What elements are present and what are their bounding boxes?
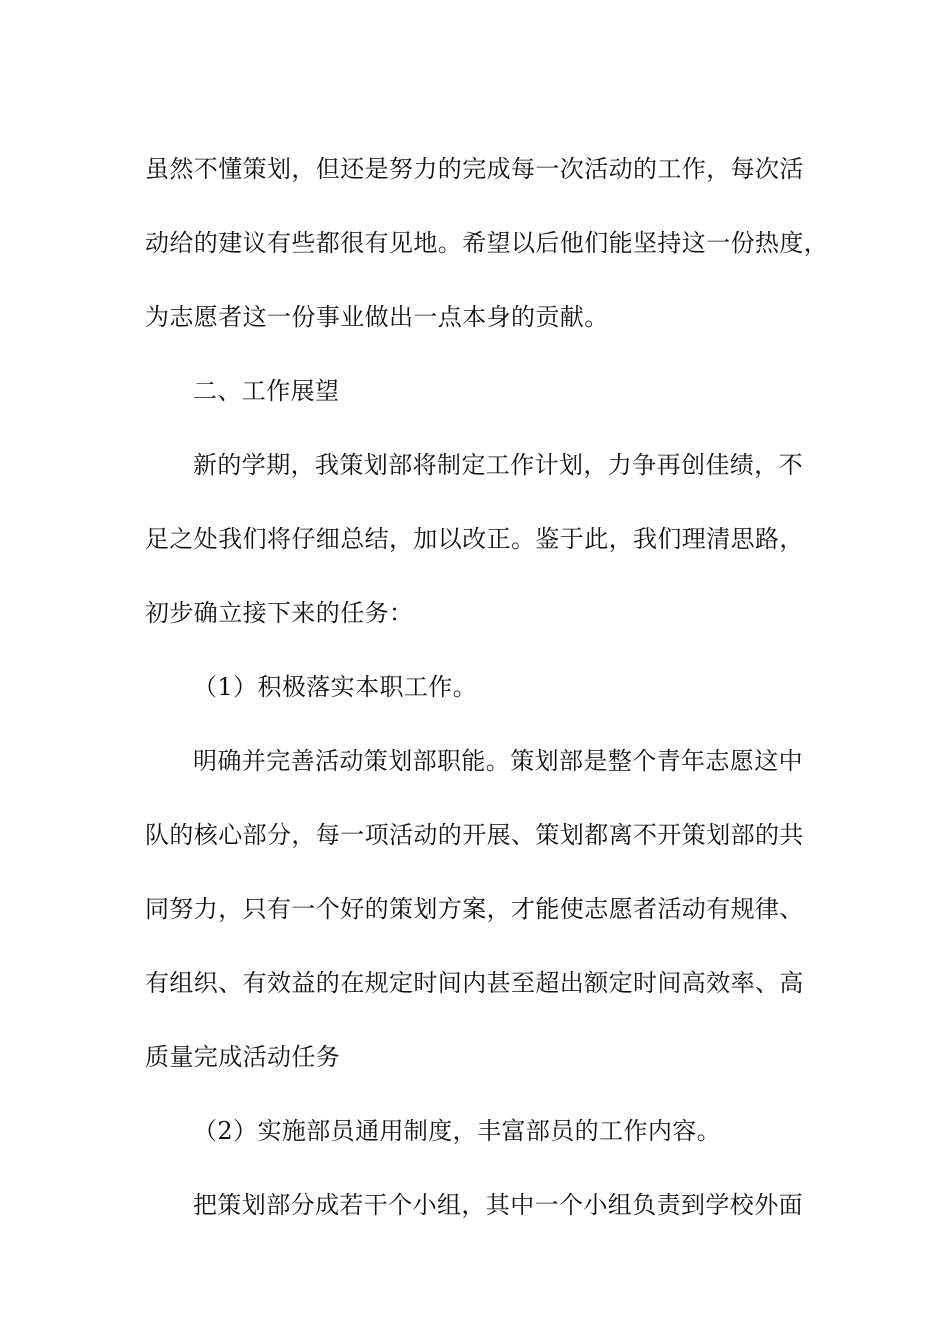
text-line: 有组织、有效益的在规定时间内甚至超出额定时间高效率、高 <box>145 969 804 997</box>
text-line: 初步确立接下来的任务： <box>145 599 414 627</box>
subsection-heading: （1）积极落实本职工作。 <box>193 673 478 701</box>
text-line: 新的学期，我策划部将制定工作计划，力争再创佳绩，不 <box>193 451 803 479</box>
document-body <box>145 132 829 1242</box>
text-line: 队的核心部分，每一项活动的开展、策划都离不开策划部的共 <box>145 821 804 849</box>
text-line: 为志愿者这一份事业做出一点本身的贡献。 <box>145 303 609 331</box>
text-line: 足之处我们将仔细总结，加以改正。鉴于此，我们理清思路， <box>145 525 804 553</box>
text-line: 同努力，只有一个好的策划方案，才能使志愿者活动有规律、 <box>145 895 804 923</box>
text-line: 动给的建议有些都很有见地。希望以后他们能坚持这一份热度， <box>145 229 829 257</box>
subsection-heading: （2）实施部员通用制度，丰富部员的工作内容。 <box>193 1117 722 1145</box>
text-line: 虽然不懂策划，但还是努力的完成每一次活动的工作，每次活 <box>145 155 804 183</box>
section-heading: 二、工作展望 <box>193 377 340 405</box>
text-line: 明确并完善活动策划部职能。策划部是整个青年志愿这中 <box>193 747 803 775</box>
text-line: 质量完成活动任务 <box>145 1043 341 1071</box>
text-line: 把策划部分成若干个小组，其中一个小组负责到学校外面 <box>193 1191 803 1219</box>
